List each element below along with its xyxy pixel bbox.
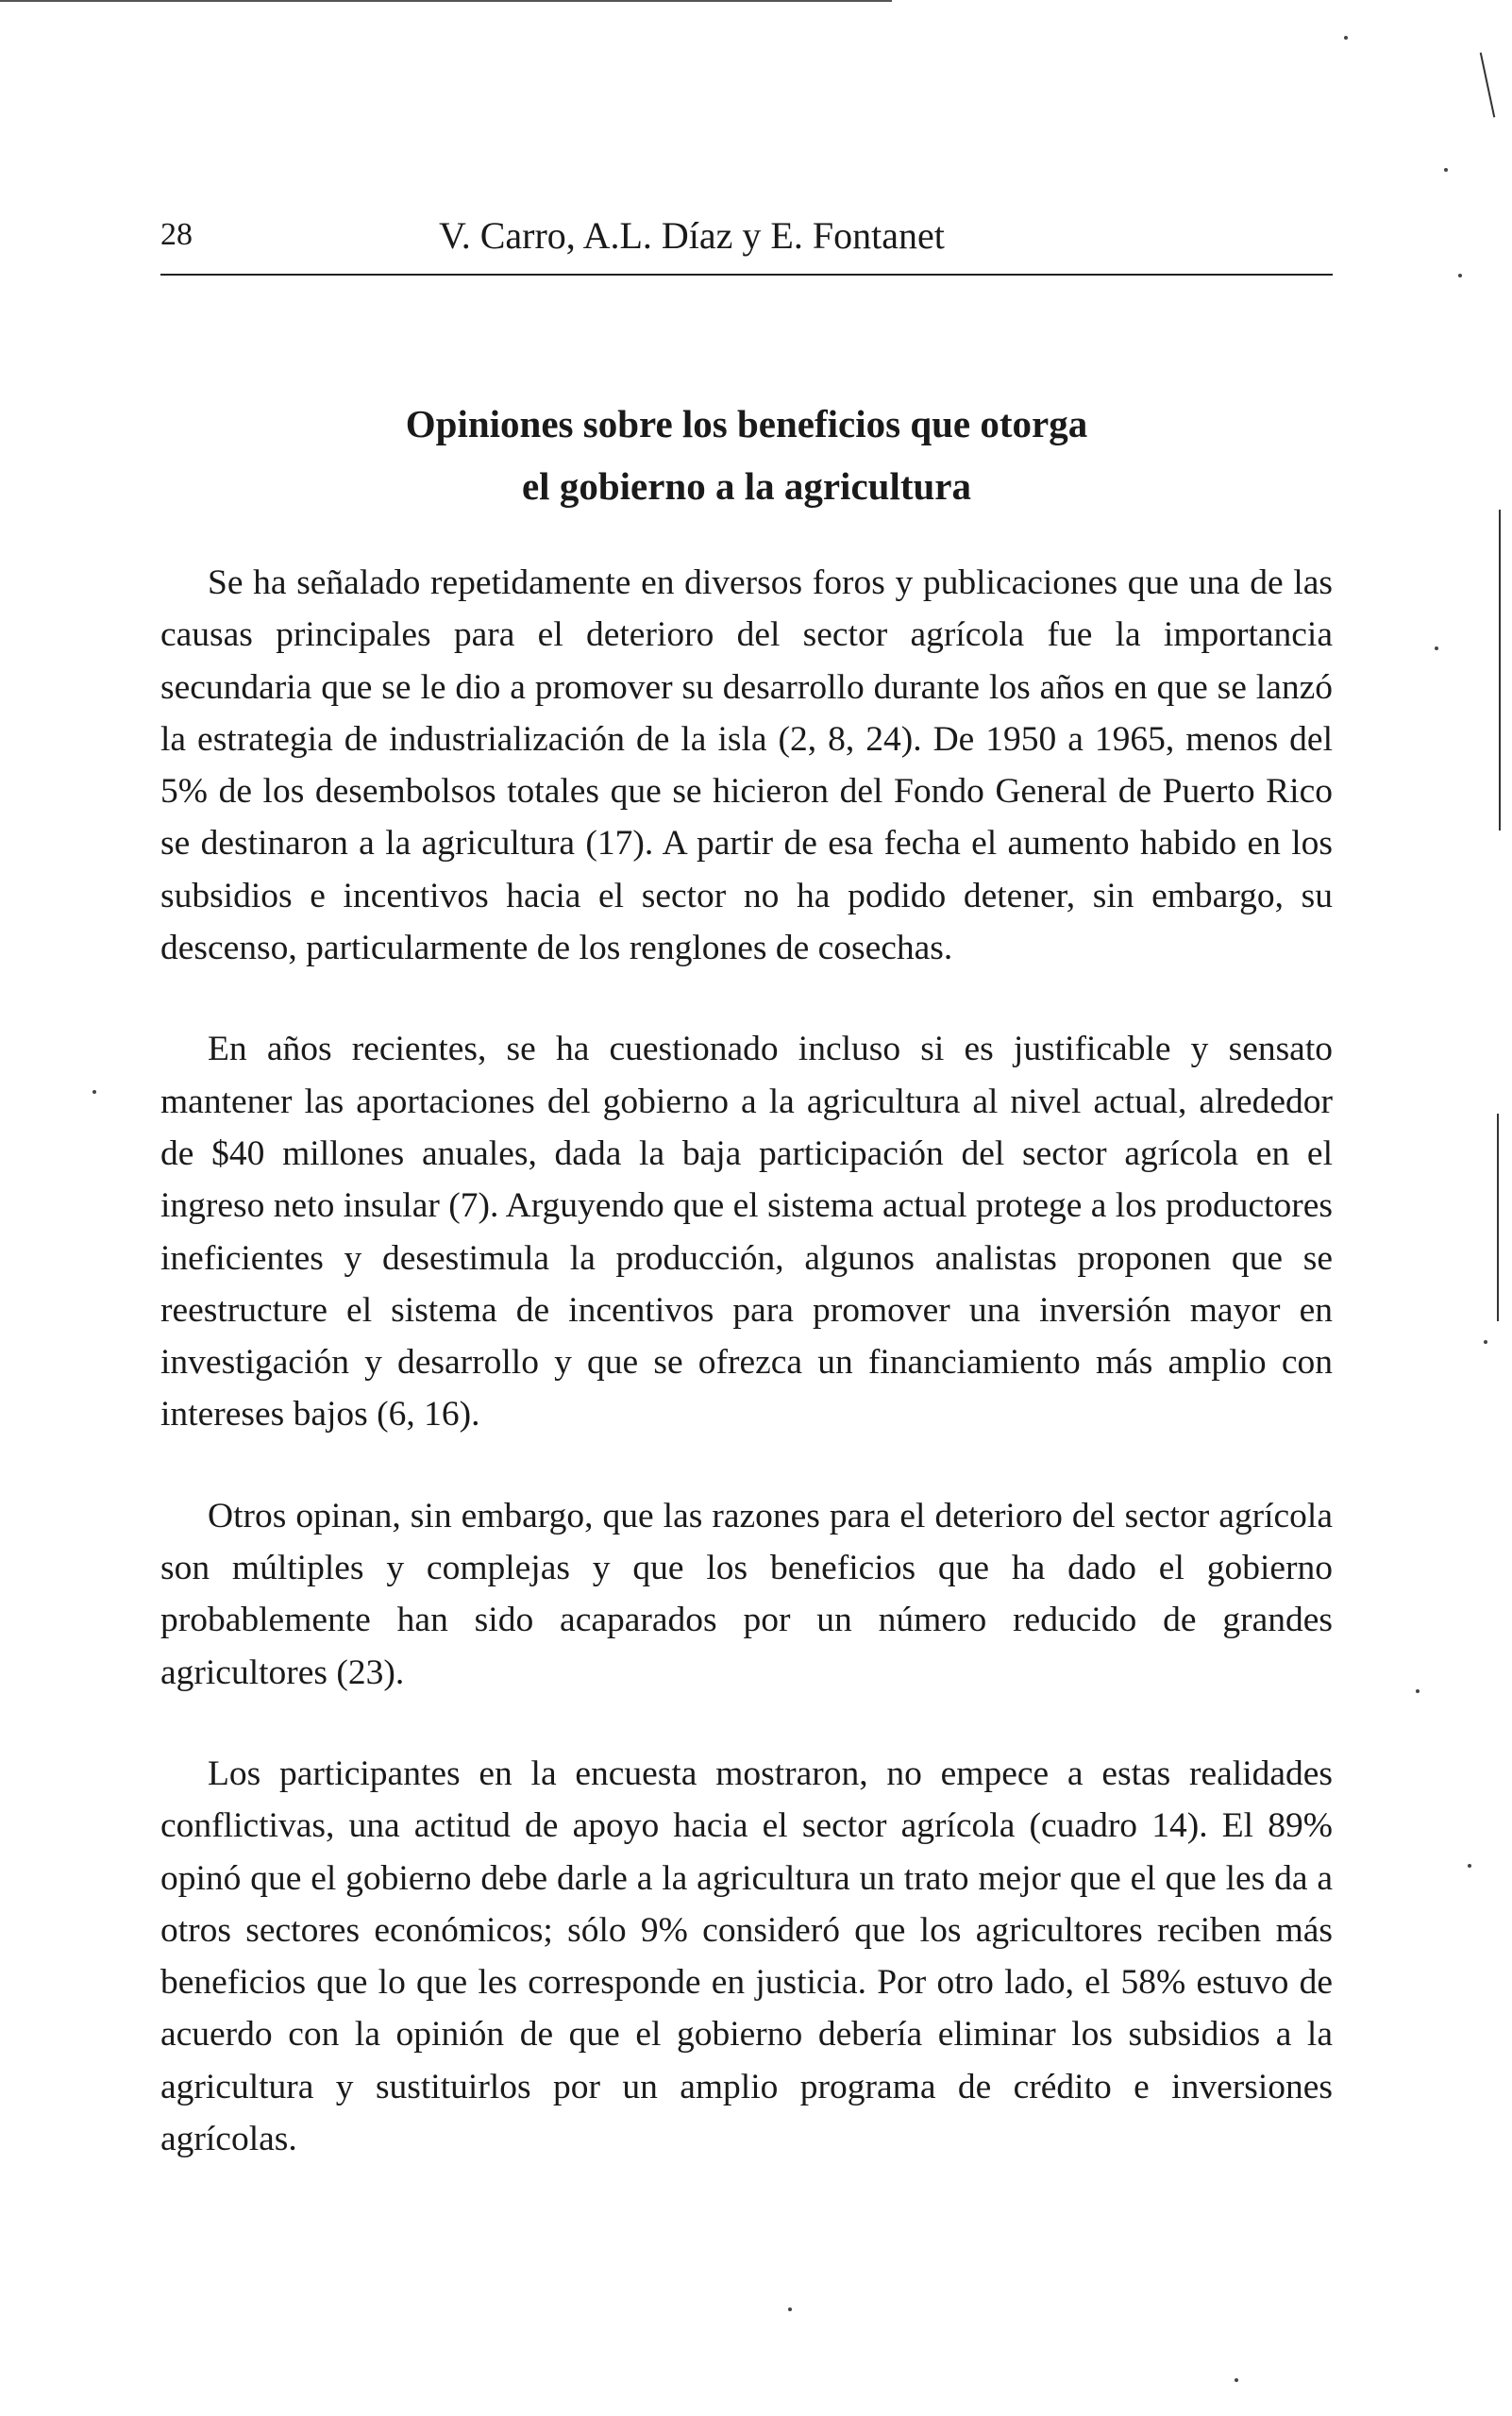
margin-scan-line xyxy=(1499,510,1501,830)
section-title-line-2: el gobierno a la agricultura xyxy=(521,464,971,508)
scan-speck xyxy=(1458,274,1462,277)
scan-speck xyxy=(1344,36,1348,40)
scan-speck xyxy=(1416,1689,1420,1693)
margin-scan-line xyxy=(1497,1114,1499,1321)
paragraph-3: Otros opinan, sin embargo, que las razones para el deterioro del sector agrícola son múltiples y complejas y que los beneficios que ha dado el gobierno probablemente han sido acaparados por un número reducido de grandes agricultores (23). xyxy=(160,1496,1333,1692)
scan-speck xyxy=(1468,1864,1471,1868)
paragraph-2: En años recientes, se ha cuestionado incluso si es justificable y sensato mantener las aportaciones del gobierno a la agricultura al nivel actual, alrededor de $40 millones anuales, dada la baja participación del sector agrícola en el ingreso neto insular (7). Arguyendo que el sistema actual protege a los productores ineficientes y desestimula la producción, algunos analistas proponen que se reestructure el sistema de incentivos para promover una inversión mayor en investigación y desarrollo y que se ofrezca un financiamiento más amplio con intereses bajos (6, 16). xyxy=(160,1030,1333,1434)
page-header xyxy=(160,213,1333,276)
paragraph-4: Los participantes en la encuesta mostraron, no empece a estas realidades conflictivas, una actitud de apoyo hacia el sector agrícola (cuadro 14). El 89% opinó que el gobierno debe darle a la agricultura un trato mejor que el que les da a otros sectores económicos; sólo 9% consideró que los agricultores reciben más beneficios que lo que les corresponde en justicia. Por otro lado, el 58% estuvo de acuerdo con la opinión de que el gobierno debería eliminar los subsidios a la agricultura y sustituirlos por un amplio programa de crédito e inversiones agrícolas. xyxy=(160,1753,1333,2159)
section-title-line-1: Opiniones sobre los beneficios que otorga xyxy=(405,402,1088,445)
section-title xyxy=(160,393,1333,517)
scan-speck xyxy=(1444,168,1448,172)
scan-speck xyxy=(788,2307,792,2311)
scan-speck xyxy=(1235,2378,1238,2382)
body-text xyxy=(160,557,1333,2214)
scan-speck xyxy=(1484,1340,1487,1344)
scan-speck xyxy=(92,1090,96,1094)
margin-scan-tick xyxy=(1480,53,1496,118)
paragraph-1: Se ha señalado repetidamente en diversos foros y publicaciones que una de las causas principales para el deterioro del sector agrícola fue la importancia secundaria que se le dio a promover su desarrollo durante los años en que se lanzó la estrategia de industrialización de la isla (2, 8, 24). De 1950 a 1965, menos del 5% de los desembolsos totales que se hicieron del Fondo General de Puerto Rico se destinaron a la agricultura (17). A partir de esa fecha el aumento habido en los subsidios e incentivos hacia el sector no ha podido detener, sin embargo, su descenso, particularmente de los renglones de cosechas. xyxy=(160,563,1333,968)
page-number: 28 xyxy=(160,217,193,252)
running-head: V. Carro, A.L. Díaz y E. Fontanet xyxy=(439,214,945,257)
scan-speck xyxy=(1435,646,1438,650)
top-scan-rule xyxy=(0,0,892,2)
